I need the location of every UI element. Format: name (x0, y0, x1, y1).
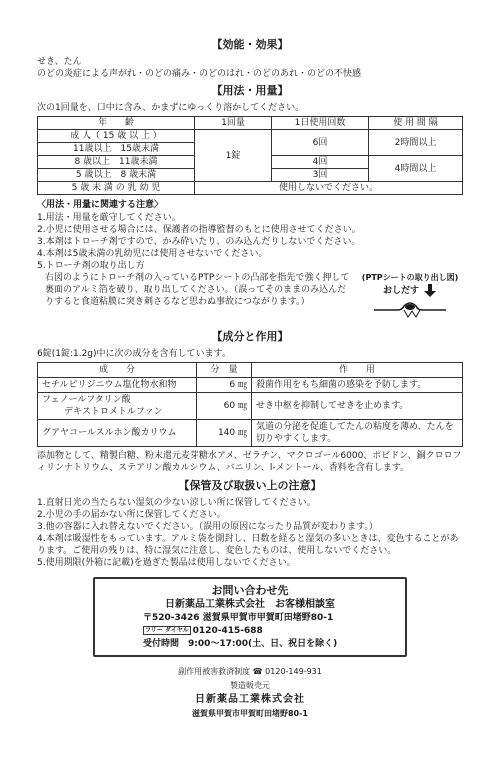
dose-cell: 1錠 (195, 130, 272, 182)
usage-note: 5.トローチ剤の取り出し方 (37, 261, 145, 271)
ptp-push-label: おしだす (383, 286, 420, 296)
ingredient-action: 気道の分泌を促進してたんの粘度を薄め、たんを切りやすくします。 (252, 420, 463, 447)
ingredient-name-line: フェノールフタリン酸 (42, 395, 131, 405)
contact-title: お問い合わせ先 (211, 584, 289, 597)
storage-note: 1.直射日光の当たらない湿気の少ない涼しい所に保管してください。 (37, 498, 316, 508)
usage-note: 2.小児に使用させる場合には、保護者の指導監督のもとに使用させてください。 (37, 225, 361, 235)
ingredient-action: せき中枢を抑制してせきを止めます。 (252, 393, 463, 420)
ingredients-table (37, 362, 463, 447)
storage-note: 4.本剤は吸湿性をもっています。アルミ袋を開封し、日数を経ると湿気の多いときは、変色することがあります。ご使用の残りは、特に湿気に注意し、変色したものは、使用しないでください。 (37, 534, 459, 556)
usage-note: 3.本剤はトローチ剤ですので、かみ砕いたり、のみ込んだりしないでください。 (37, 237, 361, 247)
footer-address: 滋賀県甲賀市甲賀町田堵野80-1 (191, 709, 309, 718)
not-use-cell: 使用しないでください。 (195, 182, 463, 195)
ptp-figure (357, 272, 463, 324)
ptp-instructions (37, 272, 463, 324)
efficacy-line-2: のどの炎症による声がれ・のどの痛み・のどのはれ・のどのあれ・のどの不快感 (37, 69, 362, 79)
ingredient-name (38, 393, 197, 420)
storage-note: 5.使用期限(外箱に記載)を過ぎた製品は使用しないでください。 (37, 558, 296, 568)
col-amount: 分 量 (197, 363, 252, 378)
ingredient-amount: 140 ㎎ (197, 420, 252, 447)
footer (37, 665, 463, 721)
storage-note: 3.他の容器に入れ替えないでください。（誤用の原因になったり品質が変わります。） (37, 522, 378, 532)
ingredient-action: 殺菌作用をもち細菌の感染を予防します。 (252, 378, 463, 393)
contact-company: 日新薬品工業株式会社 お客様相談室 (165, 599, 335, 610)
contact-phone-line (105, 625, 395, 638)
contact-box (93, 577, 407, 657)
ptp-text: 右図のようにトローチ剤の入っているPTPシートの凸部を指先で強く押して裏面のアルミ箔を破り、取り出してください。（誤ってそのままのみ込んだりすると食道粘膜に突き刺さるなど思わぬ事故につながります。） (45, 273, 350, 307)
footer-company: 日新薬品工業株式会社 (195, 694, 305, 705)
usage-note: 1.用法・用量を厳守してください。 (37, 213, 181, 223)
ingredient-name: セチルピリジニウム塩化物水和物 (38, 378, 197, 393)
age-cell: 8 歳以上 11歳未満 (38, 156, 195, 169)
efficacy-line-1: せき、たん (37, 57, 82, 67)
relief-system: 副作用被害救済制度 ☎ 0120-149-931 (178, 667, 322, 676)
dosage-table (37, 116, 463, 195)
additives-text: 添加物として、精製白糖、粉末還元麦芽糖水アメ、ゼラチン、マクロゴール6000、ポビドン、銅クロロフィリンナトリウム、ステアリン酸カルシウム、バニリン、l-メントール、香料を含有します。 (37, 451, 462, 473)
interval-cell: 2時間以上 (369, 130, 463, 156)
col-ingredient: 成 分 (38, 363, 197, 378)
contact-hours: 受付時間 9:00～17:00(土、日、祝日を除く) (143, 639, 338, 649)
ingredient-amount: 60 ㎎ (197, 393, 252, 420)
ingredient-amount: 6 ㎎ (197, 378, 252, 393)
ingredient-name: グアヤコールスルホン酸カリウム (38, 420, 197, 447)
age-cell: 11歳以上 15歳未満 (38, 143, 195, 156)
ingredients-title: 【成分と作用】 (211, 330, 289, 343)
usage-title: 【用法・用量】 (211, 84, 289, 97)
age-cell: 成 人（ 15 歳 以 上 ） (38, 130, 195, 143)
ingredient-name-line: デキストロメトルファン (64, 407, 163, 417)
interval-cell: 4時間以上 (369, 156, 463, 182)
contact-address: 〒520-3426 滋賀県甲賀市甲賀町田堵野80-1 (143, 613, 334, 623)
times-cell: 6回 (272, 130, 369, 156)
age-cell: 5 歳 未 満 の 乳 幼 児 (38, 182, 195, 195)
down-arrow-icon (423, 284, 437, 298)
usage-notes-title: 〈用法・用量に関連する注意〉 (37, 200, 164, 210)
storage-note: 2.小児の手の届かない所に保管してください。 (37, 510, 226, 520)
times-cell: 3回 (272, 169, 369, 182)
storage-title: 【保管及び取扱い上の注意】 (178, 479, 322, 492)
col-age: 年 齢 (38, 117, 195, 130)
usage-intro: 次の1回量を、口中に含み、かまずにゆっくり溶かしてください。 (37, 103, 305, 113)
col-dose: 1回量 (195, 117, 272, 130)
col-interval: 使 用 間 隔 (369, 117, 463, 130)
contact-phone: 0120-415-688 (192, 626, 263, 636)
age-cell: 5 歳以上 8 歳未満 (38, 169, 195, 182)
efficacy-title: 【効能・効果】 (211, 38, 289, 51)
ptp-caption: (PTPシートの取り出し図) (361, 273, 459, 282)
free-dial-icon: フリー ダイヤル (145, 627, 189, 634)
usage-note: 4.本剤は5歳未満の乳幼児には使用させないでください。 (37, 249, 268, 259)
seller-label: 製造販売元 (230, 681, 270, 690)
ptp-sheet-illustration (370, 298, 450, 320)
col-action: 作 用 (252, 363, 463, 378)
ingredients-intro: 6錠(1錠:1.2g)中に次の成分を含有しています。 (37, 349, 231, 359)
times-cell: 4回 (272, 156, 369, 169)
col-times: 1日使用回数 (272, 117, 369, 130)
